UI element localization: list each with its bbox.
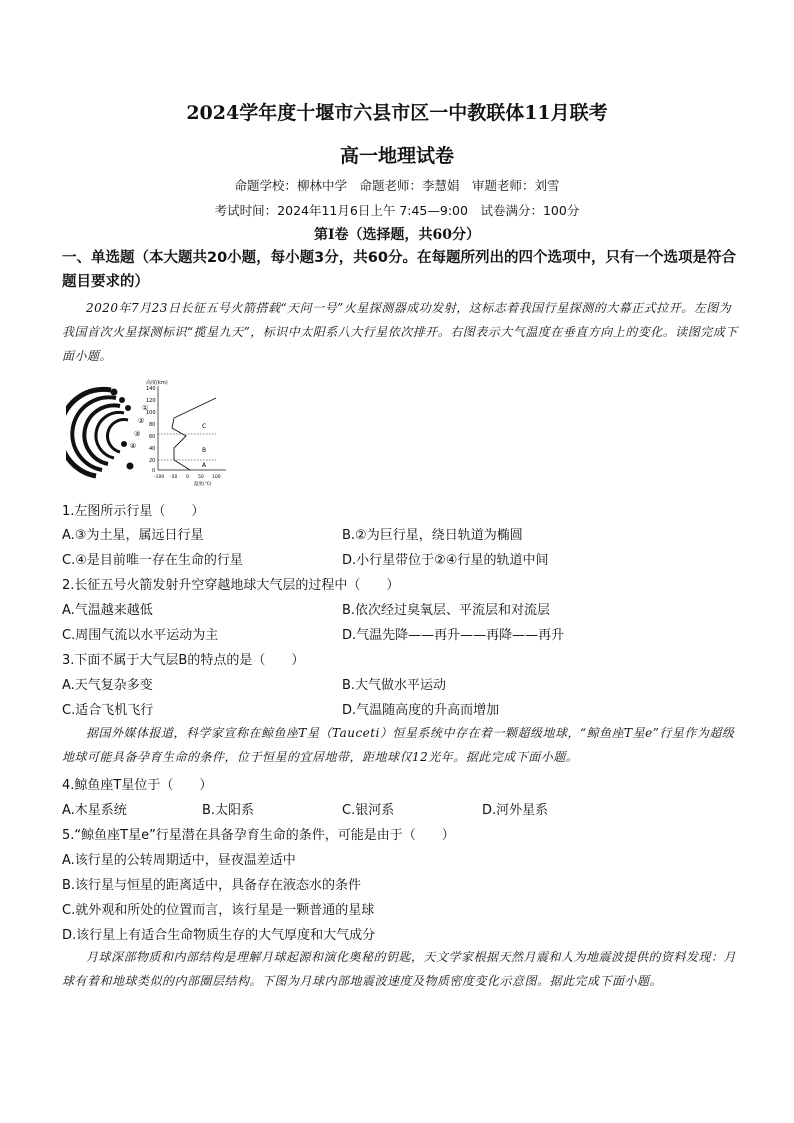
author-info: 命题学校：柳林中学 命题老师：李慧娟 审题老师：刘雪 [234, 178, 560, 193]
exam-title: 2024学年度十堰市六县市区一中教联体11月联考 [186, 102, 608, 124]
figure-logo-and-atmosphere [66, 378, 256, 488]
mars-logo-figure [66, 389, 148, 477]
svg-text:40: 40 [149, 446, 156, 452]
question-5-stem: 5.“鲸鱼座T星e”行星潜在具备孕育生命的条件，可能是由于（ ） [62, 828, 455, 843]
marker-3: ③ [134, 430, 141, 438]
q1-option-d: D.小行星带位于②④行星的轨道中间 [342, 553, 549, 568]
q5-option-a: A.该行星的公转周期适中，昼夜温差适中 [62, 853, 296, 868]
question-4-stem: 4.鲸鱼座T星位于（ ） [62, 778, 213, 793]
svg-text:50: 50 [198, 475, 204, 480]
exam-subtitle: 高一地理试卷 [339, 145, 454, 167]
exam-time-info: 考试时间：2024年11月6日上午 7:45—9:00 试卷满分：100分 [214, 203, 580, 218]
svg-text:80: 80 [149, 422, 156, 428]
q2-option-d: D.气温先降——再升——再降——再升 [342, 628, 565, 643]
q2-option-a: A.气温越来越低 [62, 603, 153, 618]
q5-option-d: D.该行星上有适合生命物质生存的大气厚度和大气成分 [62, 928, 376, 943]
question-2-stem: 2.长征五号火箭发射升空穿越地球大气层的过程中（ ） [62, 578, 400, 593]
q2-option-b: B.依次经过臭氧层、平流层和对流层 [342, 603, 551, 618]
marker-4: ④ [130, 442, 137, 450]
svg-text:-100: -100 [154, 475, 165, 480]
q3-option-c: C.适合飞机飞行 [62, 703, 154, 718]
section-title: 一、单选题（本大题共20小题，每小题3分，共60分。在每题所列出的四个选项中，只有一个选项是符合题目要求的） [62, 250, 736, 290]
passage-2: 据国外媒体报道，科学家宣称在鲸鱼座T星（Tauceti）恒星系统中存在着一颗超级地球，“鲸鱼座T星e”行星作为超级地球可能具备孕育生命的条件，位于恒星的宜居地带，距地球仅12光年。据此完成下面小题。 [62, 726, 735, 764]
svg-text:0: 0 [186, 475, 189, 480]
part-title: 第Ⅰ卷（选择题，共60分） [313, 227, 481, 243]
layer-a-label: A [202, 462, 207, 469]
atmosphere-temperature-chart [146, 379, 226, 487]
svg-text:120: 120 [146, 398, 156, 404]
marker-1: ① [142, 404, 149, 412]
q5-option-b: B.该行星与恒星的距离适中，具备存在液态水的条件 [62, 878, 362, 893]
layer-b-label: B [202, 447, 207, 454]
q1-option-a: A.③为土星，属远日行星 [62, 528, 204, 543]
q3-option-d: D.气温随高度的升高而增加 [342, 703, 500, 718]
passage-3: 月球深部物质和内部结构是理解月球起源和演化奥秘的钥匙，天文学家根据天然月震和人为地震波提供的资料发现：月球有着和地球类似的内部圈层结构。下图为月球内部地震波速度及物质密度变化示意图。据此完成下面小题。 [62, 950, 737, 988]
q5-option-c: C.就外观和所处的位置而言，该行星是一颗普通的星球 [62, 903, 375, 918]
question-3-stem: 3.下面不属于大气层B的特点的是（ ） [62, 653, 305, 668]
q4-option-c: C.银河系 [342, 803, 395, 818]
q3-option-a: A.天气复杂多变 [62, 678, 153, 693]
q1-option-b: B.②为巨行星，绕日轨道为椭圆 [342, 528, 523, 543]
svg-text:100: 100 [212, 475, 221, 480]
svg-text:-50: -50 [170, 475, 178, 480]
q4-option-b: B.太阳系 [202, 803, 255, 818]
svg-text:0: 0 [152, 468, 156, 474]
q1-option-c: C.④是目前唯一存在生命的行星 [62, 553, 243, 568]
q2-option-c: C.周围气流以水平运动为主 [62, 628, 219, 643]
chart-ylabel: 高度(km) [146, 380, 168, 386]
svg-text:100: 100 [146, 410, 156, 416]
svg-text:60: 60 [149, 434, 156, 440]
layer-c-label: C [202, 423, 207, 430]
marker-2: ② [138, 417, 145, 425]
q3-option-b: B.大气做水平运动 [342, 678, 447, 693]
q4-option-a: A.木星系统 [62, 803, 127, 818]
passage-1: 2020年7月23日长征五号火箭搭载“天问一号”火星探测器成功发射，这标志着我国行星探测的大幕正式拉开。左图为我国首次火星探测标识“揽星九天”，标识中太阳系八大行星依次排开。右图表示大气温度在垂直方向上的变化。读图完成下面小题。 [62, 301, 738, 363]
chart-xlabel: 温度(℃) [194, 482, 212, 487]
svg-text:140: 140 [146, 386, 156, 392]
q4-option-d: D.河外星系 [482, 803, 549, 818]
question-1-stem: 1.左图所示行星（ ） [62, 504, 205, 519]
svg-text:20: 20 [149, 458, 156, 464]
